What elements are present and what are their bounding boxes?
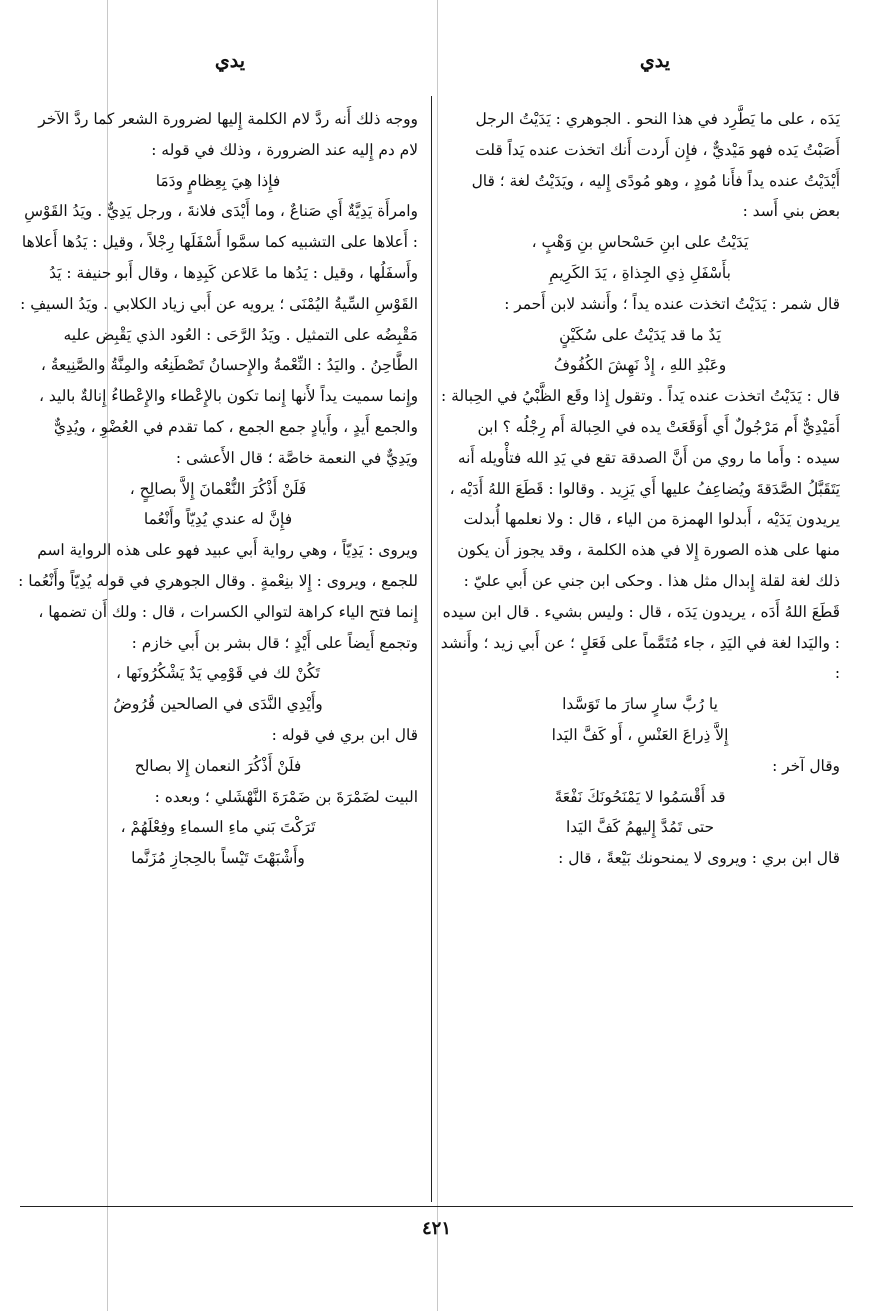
verse-line: فَلَنْ أَذْكُرَ النُّعْمانَ إِلاَّ بصالِحٍ ، bbox=[129, 479, 307, 498]
left-text-column bbox=[18, 104, 418, 1184]
right-text-column bbox=[440, 104, 840, 1184]
verse-line: فلَنْ أَذْكُرَ النعمان إِلا بصالح bbox=[134, 756, 302, 775]
column-divider bbox=[431, 96, 432, 1202]
scan-guide-line bbox=[437, 0, 438, 1311]
paragraph: قال ابن بري : ويروى لا يمنحونك بَيْعةً ، قال : bbox=[558, 849, 840, 868]
verse-line: يَدَيْتُ على ابنِ حَسْحاسِ بنِ وَهْبٍ ، bbox=[531, 233, 749, 252]
verse-line: تَرَكْتَ بَني ماءِ السماءِ وفِعْلَهُمْ ، bbox=[120, 818, 316, 837]
verse-line: قد أَقْسَمُوا لا يَمْنَحُونَكَ نَفْعَةً bbox=[554, 787, 726, 806]
paragraph: ويروى : يَدِيّاً ، وهي رواية أَبي عبيد فهو على هذه الرواية اسم للجمع ، ويروى : إِلا بنِعْمةٍ . وقال الجوهري في قوله يُدِيّاً وأَنْعُما : إِنما فتح الياء كراهة لتوالي الكسرات ، قال : ولك أَن تضمها ، وتجمع أَيضاً على أَيْدٍ ؛ قال بشر بن أَبي خازم : bbox=[18, 541, 418, 652]
paragraph: البيت لضَمْرَةَ بن ضَمْرَةَ النَّهْشَلي ؛ وبعده : bbox=[154, 787, 418, 806]
verse-line: فإِذا هِيَ بِعِظامٍ ودَمَا bbox=[155, 171, 281, 190]
paragraph: وامرأَة يَدِيَّةٌ أَي صَناعٌ ، وما أَيْدَى فلانةَ ، ورجل يَدِيٌّ . ويَدُ القَوْسِ : أَعلاها على التشبيه كما سمَّوا أَسْفَلَها رِجْلاً ، وقيل : يَدُها أَعلاها وأَسفَلُها ، وقيل : يَدُها ما عَلاعن كَبِدِها ، وقال أَبو حنيفة : يَدُ القَوْسِ السِّيةُ اليُمْنَى ؛ يرويه عن أَبي زياد الكلابي . ويَدُ السيفِ : مَقْبِضُه على التمثيل . ويَدُ الرَّحَى : العُود الذي يَقْبِض عليه الطَّاحِنُ . واليَدُ : النِّعْمةُ والإِحسانُ تَصْطَنِعُه والمِنَّةُ والصَّنِيعةُ ، وإِنما سميت يداً لأَنها إِنما تكون بالإِعْطاء والإِعْطاءُ إِنالةٌ باليد ، والجمع أَيدٍ ، وأَيادٍ جمع الجمع ، كما تقدم في العُضْوِ ، ويُدِيٌّ ويَدِيٌّ في النعمة خاصَّة ؛ قال الأَعشى : bbox=[20, 202, 418, 467]
verse-line: وأَشْبَهْتَ تَيْساً بالحِجازِ مُزَنَّما bbox=[131, 849, 305, 868]
paragraph: وقال آخر : bbox=[772, 756, 840, 775]
paragraph: ووجه ذلك أَنه ردَّ لام الكلمة إِليها لضرورة الشعر كما ردَّ الآخر لام دم إِليه عند الضرورة ، وذلك في قوله : bbox=[38, 110, 418, 159]
verse-line: وعَبْدِ اللهِ ، إِذْ نَهِشَ الكُفُوفُ bbox=[553, 356, 727, 375]
paragraph: يَدَه ، على ما يَطَّرِد في هذا النحو . الجوهري : يَدَيْتُ الرجل أَصَبْتُ يَده فهو مَيْديٌّ ، فإِن أَردت أَنك اتخذت عنده يَداً قلت أَيْدَيْتُ عنده يداً فأَنا مُودٍ ، وهو مُودًى إِليه ، ويَدَيْتُ لغة ؛ قال بعض بني أَسد : bbox=[471, 110, 840, 221]
footer-rule bbox=[20, 1206, 853, 1207]
paragraph: قال : يَدَيْتُ اتخذت عنده يَداً . وتقول إِذا وقَع الظَّبْيُ في الحِبالة : أَمَيْدِيٌّ أَم مَرْجُولٌ أَي أَوَقَعَتْ يده في الحِبالة أَم رِجْلُه ؟ ابن سيده : وأَما ما روي من أَنَّ الصدقة تقع في يَدِ الله فتأْويله أَنه يَتَقَبَّلُ الصَّدَقةَ ويُضاعِفُ عليها أَي يَزِيد . وقالوا : قَطَعَ اللهُ أَدَيْه ، يريدون يَدَيْه ، أَبدلوا الهمزة من الياء ، قال : ولا نعلمها أُبدلت منها على هذه الصورة إِلا في هذه الكلمة ، وقد يجوز أَن يكون ذلك لغة لقلة إِبدال مثل هذا . وحكى ابن جني عن أَبي عليّ : قَطَعَ اللهُ أَدَه ، يريدون يَدَه ، قال : وليس بشيء . قال ابن سيده : واليَدا لغة في اليَدِ ، جاء مُتَمَّماً على فَعَلٍ ؛ عن أَبي زيد ؛ وأَنشد : bbox=[440, 387, 840, 683]
verse-line: يَدٌ ما قد يَدَيْتُ على سُكَيْنٍ bbox=[559, 325, 721, 344]
verse-line: إِلاَّ ذِراعَ العَنْسِ ، أَو كَفَّ اليَدا bbox=[551, 725, 729, 744]
verse-line: تَكُنْ لك في قَوْمِي يَدٌ يَشْكُرُونَها ، bbox=[116, 664, 320, 683]
page-number: ٤٢١ bbox=[421, 1218, 451, 1239]
verse-line: حتى تَمُدَّ إِليهمُ كَفَّ اليَدا bbox=[566, 818, 714, 837]
paragraph: قال ابن بري في قوله : bbox=[271, 725, 418, 744]
header-word-right: يدي bbox=[639, 50, 671, 72]
verse-line: وأَيْدِي النَّدَى في الصالحين قُرُوضُ bbox=[113, 695, 323, 714]
verse-line: بأَسْفَلِ ذِي الجِذاةِ ، يَدَ الكَرِيمِ bbox=[549, 263, 731, 282]
verse-line: فإِنَّ له عندي يُدِيّاً وأَنْعُما bbox=[143, 510, 293, 529]
verse-line: يا رُبَّ سارٍ سارَ ما تَوَسَّدا bbox=[562, 695, 718, 714]
header-word-left: يدي bbox=[214, 50, 246, 72]
paragraph: قال شمر : يَدَيْتُ اتخذت عنده يداً ؛ وأَنشد لابن أَحمر : bbox=[504, 294, 840, 313]
